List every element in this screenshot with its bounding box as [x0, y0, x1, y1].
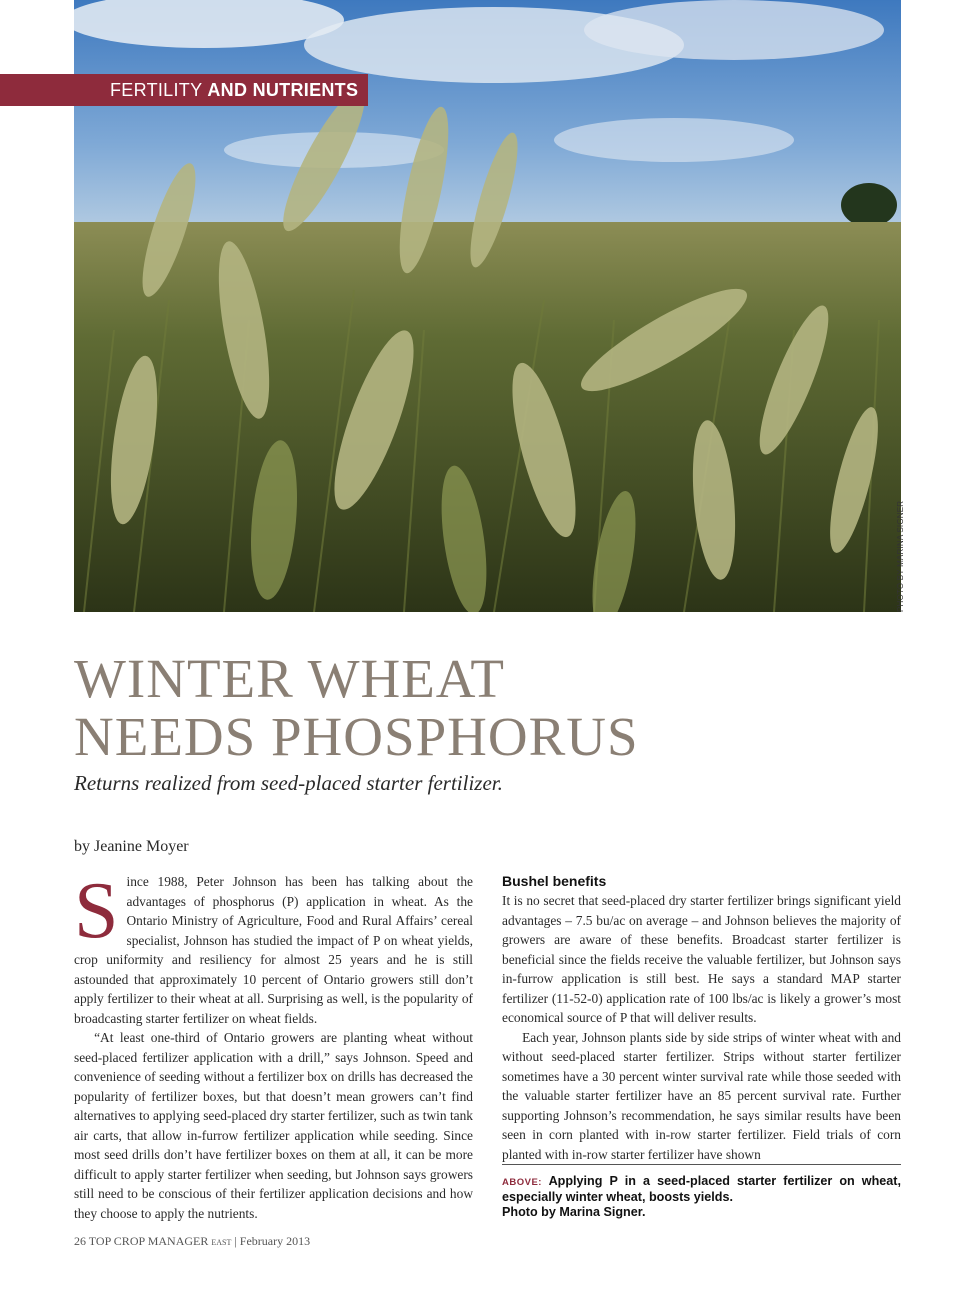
paragraph-2: “At least one-third of Ontario growers are planting wheat without seed-placed fertilizer application with a drill,” says Johnson. Speed and convenience of seeding without a fertilizer box on drills has decreased the popularity of fertilizer boxes, but that doesn’t mean growers can’t find alternatives to applying seed-placed dry starter fertilizer, such as twin tank air carts, that allow in-furrow fertilizer application while seeding. Since most seed drills don’t have fertilizer boxes on them at all, it can be more difficult to apply starter fertilizer when seeding, but Johnson says growers still need to be conscious of their fertilizer application decisions and how they choose to apply the nutrients.	[74, 1030, 473, 1221]
article-column-left	[74, 867, 473, 1223]
caption-label: ABOVE:	[502, 1177, 542, 1188]
byline: by Jeanine Moyer	[74, 838, 189, 855]
paragraph-3: It is no secret that seed-placed dry starter fertilizer brings significant yield advantages – 7.5 bu/ac on average – and Johnson believes the majority of growers are aware of these benefits. Broadcast starter fertilizer is beneficial since the fields receive the valuable fertilizer, but Johnson says in-furrow application is still best. He says a standard MAP starter fertilizer (11-52-0) application rate of 100 lbs/ac is likely a grower’s most economical source of P that will deliver results.	[502, 893, 901, 1025]
magazine-edition: EAST	[211, 1238, 232, 1247]
caption-text: Applying P in a seed-placed starter fertilizer on wheat, especially winter wheat, boosts yields.	[502, 1174, 901, 1204]
photo-caption	[502, 1164, 901, 1220]
section-tag	[0, 74, 368, 106]
page-footer	[74, 1234, 310, 1249]
footer-separator: |	[234, 1234, 237, 1248]
headline-line-1: WINTER WHEAT	[74, 648, 506, 709]
headline	[74, 650, 874, 766]
page-number: 26	[74, 1234, 86, 1248]
section-word-2: AND NUTRIENTS	[207, 80, 359, 100]
paragraph-1-text: ince 1988, Peter Johnson has been has talking about the advantages of phosphorus (P) application in wheat. As the Ontario Ministry of Agriculture, Food and Rural Affairs’ cereal specialist, Johnson has studied the impact of P on wheat yields, crop uniformity and resiliency for almost 25 years and he is still astounded that approximately 10 percent of Ontario growers still don’t apply fertilizer to their wheat at all. Surprising as well, is the popularity of broadcasting starter fertilizer on wheat fields.	[74, 874, 473, 1026]
headline-line-2: NEEDS PHOSPHORUS	[74, 706, 639, 767]
paragraph-1	[74, 867, 473, 1028]
caption-credit: Photo by Marina Signer.	[502, 1205, 646, 1219]
photo-credit: PHOTO BY MARINA SIGNER	[896, 500, 905, 612]
paragraph-4: Each year, Johnson plants side by side strips of winter wheat with and without seed-placed starter fertilizer. Strips without starter fertilizer sometimes have a 30 percent winter survival rate while those seeded with the valuable starter fertilizer have an 85 percent survival rate. Further supporting Johnson’s recommendation, he says similar results have been seen in corn planted with in-row starter fertilizer. Field trials of corn planted with in-row starter fertilizer have shown	[502, 1029, 901, 1162]
issue-date: February 2013	[239, 1234, 311, 1248]
dropcap: S	[74, 867, 119, 955]
article-column-right	[502, 872, 901, 1164]
magazine-name: TOP CROP MANAGER	[88, 1234, 209, 1248]
section-word-1: FERTILITY	[110, 80, 203, 100]
subhead: Bushel benefits	[502, 873, 607, 889]
dek: Returns realized from seed-placed starter fertilizer.	[74, 771, 503, 795]
